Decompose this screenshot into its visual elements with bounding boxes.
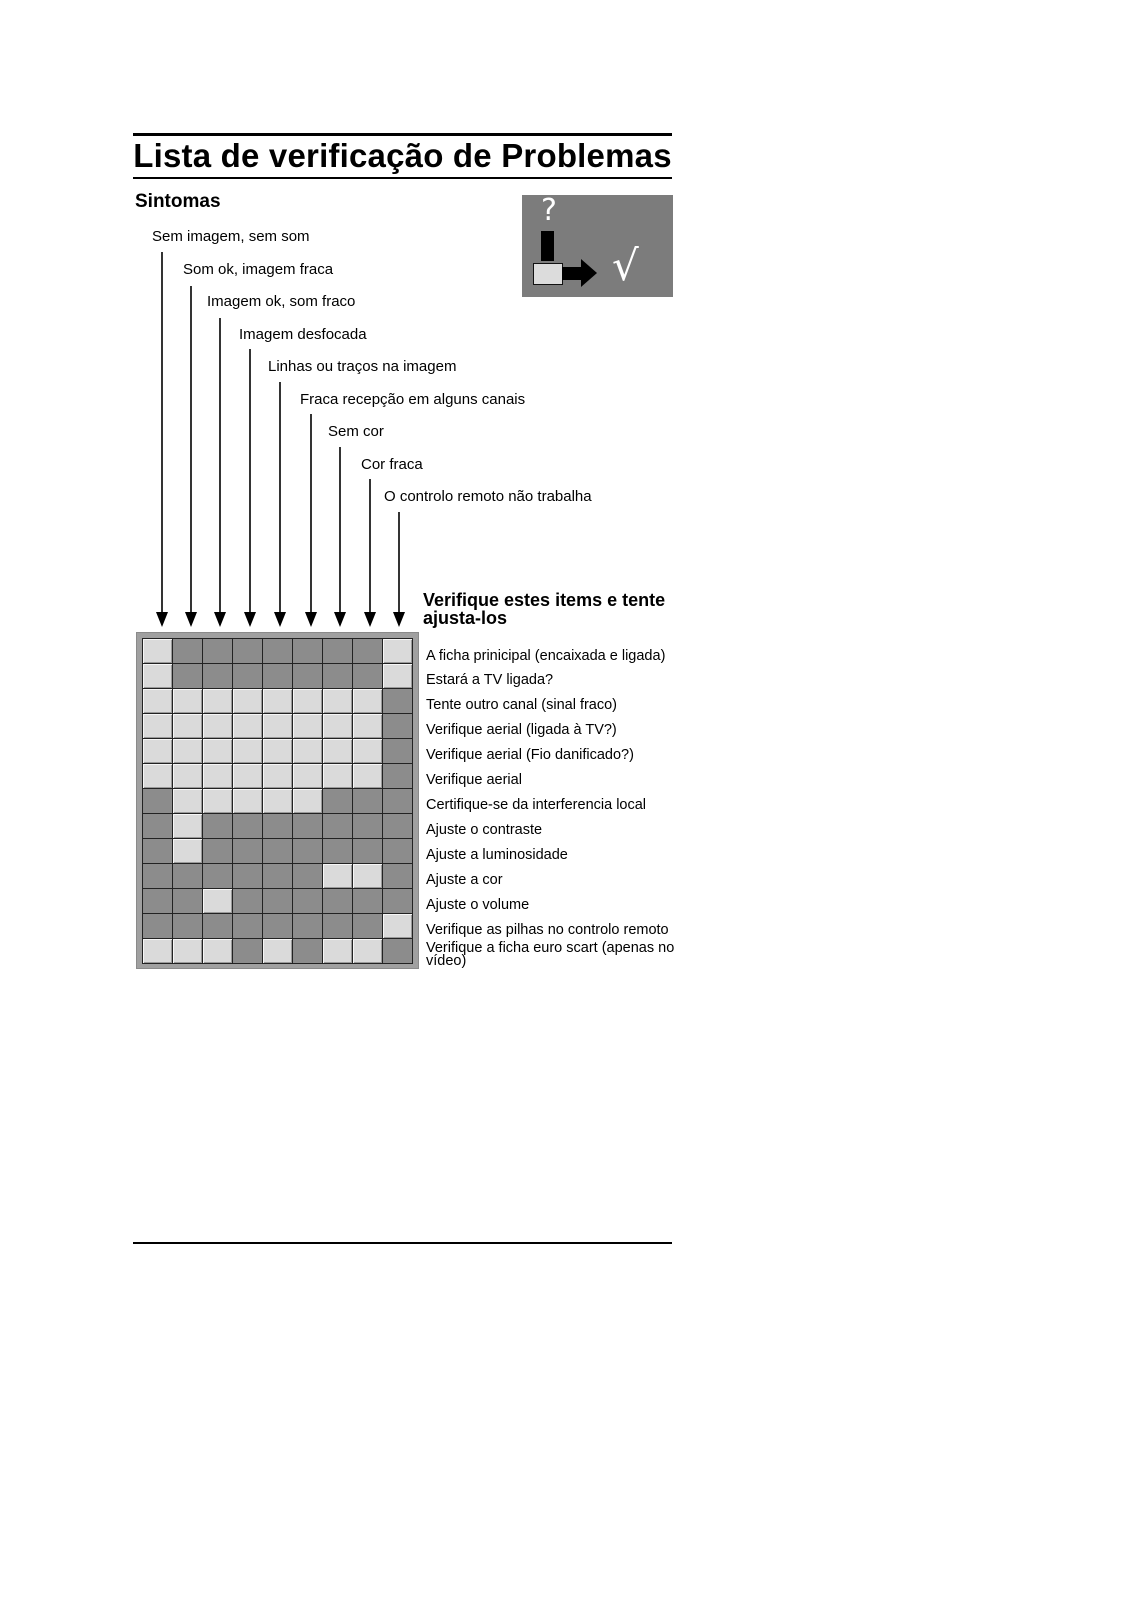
matrix-cell-empty (383, 939, 413, 964)
matrix-cell-empty (353, 664, 383, 689)
symptom-label: Fraca recepção em alguns canais (300, 391, 526, 408)
matrix-cell-empty (383, 714, 413, 739)
matrix-cell-empty (143, 839, 173, 864)
matrix-cell-marked (293, 689, 323, 714)
matrix-cell-empty (233, 914, 263, 939)
matrix-cell-empty (383, 889, 413, 914)
matrix-cell-empty (233, 639, 263, 664)
matrix-cell-marked (173, 764, 203, 789)
matrix-cell-empty (233, 814, 263, 839)
matrix-cell-marked (173, 814, 203, 839)
matrix-cell-empty (383, 789, 413, 814)
matrix-cell-empty (383, 689, 413, 714)
matrix-cell-empty (173, 914, 203, 939)
matrix-cell-empty (293, 814, 323, 839)
matrix-cell-empty (293, 664, 323, 689)
matrix-cell-marked (293, 714, 323, 739)
matrix-cell-empty (233, 864, 263, 889)
matrix-cell-marked (203, 889, 233, 914)
matrix-cell-empty (143, 889, 173, 914)
matrix-cell-empty (383, 814, 413, 839)
matrix-cell-empty (143, 864, 173, 889)
matrix-cell-marked (173, 789, 203, 814)
matrix-cell-marked (233, 739, 263, 764)
matrix-cell-empty (323, 789, 353, 814)
matrix-cell-marked (383, 664, 413, 689)
matrix-cell-empty (143, 789, 173, 814)
matrix-cell-marked (143, 664, 173, 689)
check-item: Ajuste a cor (426, 872, 503, 888)
matrix-cell-marked (263, 764, 293, 789)
matrix-cell-empty (323, 914, 353, 939)
matrix-cell-empty (293, 864, 323, 889)
arrow-head-icon (214, 612, 226, 627)
matrix-cell-marked (353, 714, 383, 739)
matrix-cell-marked (353, 864, 383, 889)
arrow-head-icon (156, 612, 168, 627)
matrix-cell-marked (143, 714, 173, 739)
matrix-cell-marked (203, 689, 233, 714)
check-item: Ajuste a luminosidade (426, 847, 568, 863)
matrix-cell-empty (173, 864, 203, 889)
arrow-head-icon (244, 612, 256, 627)
check-item: Estará a TV ligada? (426, 672, 554, 688)
matrix-cell-marked (233, 689, 263, 714)
matrix-cell-empty (203, 664, 233, 689)
check-matrix (142, 638, 413, 964)
matrix-cell-marked (173, 839, 203, 864)
matrix-cell-marked (263, 714, 293, 739)
matrix-cell-empty (263, 889, 293, 914)
check-item: Verifique aerial (426, 772, 522, 788)
matrix-cell-empty (143, 814, 173, 839)
matrix-cell-marked (263, 689, 293, 714)
matrix-cell-marked (383, 914, 413, 939)
matrix-cell-empty (353, 914, 383, 939)
matrix-cell-marked (383, 639, 413, 664)
matrix-cell-empty (203, 864, 233, 889)
matrix-cell-marked (323, 939, 353, 964)
arrow-head-icon (185, 612, 197, 627)
matrix-cell-empty (263, 839, 293, 864)
matrix-cell-empty (323, 889, 353, 914)
check-item: Tente outro canal (sinal fraco) (426, 697, 618, 713)
matrix-cell-marked (173, 714, 203, 739)
matrix-cell-marked (263, 939, 293, 964)
matrix-cell-marked (353, 764, 383, 789)
matrix-cell-empty (293, 914, 323, 939)
matrix-cell-marked (143, 939, 173, 964)
matrix-cell-marked (173, 739, 203, 764)
matrix-cell-empty (233, 839, 263, 864)
matrix-cell-empty (203, 839, 233, 864)
matrix-cell-marked (143, 689, 173, 714)
matrix-cell-empty (383, 839, 413, 864)
matrix-cell-empty (203, 914, 233, 939)
matrix-cell-marked (263, 739, 293, 764)
matrix-cell-marked (263, 789, 293, 814)
matrix-cell-empty (233, 664, 263, 689)
matrix-cell-empty (323, 639, 353, 664)
matrix-cell-empty (293, 639, 323, 664)
matrix-cell-empty (383, 764, 413, 789)
symptom-label: Sem imagem, sem som (152, 228, 310, 245)
matrix-cell-empty (353, 839, 383, 864)
bottom-rule (133, 1242, 672, 1244)
symptom-label: Cor fraca (361, 456, 423, 473)
matrix-cell-empty (383, 739, 413, 764)
arrow-head-icon (393, 612, 405, 627)
check-item: Verifique a ficha euro scart (apenas no vídeo) (426, 940, 675, 969)
matrix-cell-marked (143, 764, 173, 789)
matrix-cell-marked (143, 639, 173, 664)
matrix-cell-marked (353, 939, 383, 964)
matrix-cell-marked (143, 739, 173, 764)
matrix-cell-empty (353, 814, 383, 839)
matrix-cell-marked (203, 764, 233, 789)
matrix-cell-marked (323, 714, 353, 739)
matrix-cell-empty (323, 839, 353, 864)
arrow-head-icon (274, 612, 286, 627)
matrix-cell-empty (203, 814, 233, 839)
matrix-cell-marked (293, 739, 323, 764)
check-item: Verifique aerial (Fio danificado?) (426, 747, 634, 763)
matrix-cell-empty (203, 639, 233, 664)
arrow-head-icon (334, 612, 346, 627)
matrix-cell-marked (323, 739, 353, 764)
symptom-label: Imagem ok, som fraco (207, 293, 356, 310)
page-title: Lista de verificação de Problemas (133, 137, 672, 174)
matrix-cell-empty (263, 814, 293, 839)
matrix-cell-marked (173, 689, 203, 714)
matrix-cell-marked (353, 689, 383, 714)
matrix-cell-marked (353, 739, 383, 764)
matrix-cell-empty (233, 889, 263, 914)
arrow-head-icon (305, 612, 317, 627)
check-item: Ajuste o volume (426, 897, 530, 913)
matrix-cell-marked (203, 739, 233, 764)
matrix-cell-marked (233, 714, 263, 739)
check-item: Ajuste o contraste (426, 822, 543, 838)
arrow-head-icon (364, 612, 376, 627)
matrix-cell-empty (293, 839, 323, 864)
matrix-cell-marked (293, 764, 323, 789)
check-item: Certifique-se da interferencia local (426, 797, 647, 813)
question-mark-icon: ? (541, 193, 557, 228)
checkmark-icon: √ (612, 241, 639, 290)
matrix-cell-marked (323, 689, 353, 714)
matrix-cell-marked (233, 764, 263, 789)
symptom-label: Imagem desfocada (239, 326, 367, 343)
symptom-label: Som ok, imagem fraca (183, 261, 334, 278)
matrix-cell-empty (263, 914, 293, 939)
matrix-cell-empty (353, 789, 383, 814)
matrix-cell-empty (353, 639, 383, 664)
matrix-cell-marked (203, 789, 233, 814)
matrix-cell-marked (203, 714, 233, 739)
matrix-cell-empty (143, 914, 173, 939)
matrix-cell-marked (323, 864, 353, 889)
matrix-cell-empty (173, 664, 203, 689)
matrix-cell-marked (293, 789, 323, 814)
matrix-cell-marked (233, 789, 263, 814)
matrix-cell-empty (173, 639, 203, 664)
matrix-cell-marked (173, 939, 203, 964)
matrix-cell-empty (263, 639, 293, 664)
check-item: Verifique aerial (ligada à TV?) (426, 722, 617, 738)
matrix-cell-empty (383, 864, 413, 889)
checks-title: Verifique estes items e tente ajusta-los (423, 590, 666, 628)
matrix-cell-empty (263, 864, 293, 889)
matrix-cell-empty (323, 664, 353, 689)
matrix-cell-empty (353, 889, 383, 914)
symptom-label: O controlo remoto não trabalha (384, 488, 592, 505)
matrix-cell-empty (233, 939, 263, 964)
matrix-cell-marked (203, 939, 233, 964)
matrix-cell-marked (323, 764, 353, 789)
matrix-cell-empty (293, 939, 323, 964)
matrix-cell-empty (173, 889, 203, 914)
check-item: Verifique as pilhas no controlo remoto (426, 922, 669, 938)
matrix-cell-empty (323, 814, 353, 839)
symptom-label: Linhas ou traços na imagem (268, 358, 457, 375)
check-item: A ficha prinicipal (encaixada e ligada) (426, 648, 666, 664)
matrix-cell-empty (263, 664, 293, 689)
section-title: Sintomas (135, 191, 221, 212)
matrix-cell-empty (293, 889, 323, 914)
symptom-label: Sem cor (328, 423, 384, 440)
